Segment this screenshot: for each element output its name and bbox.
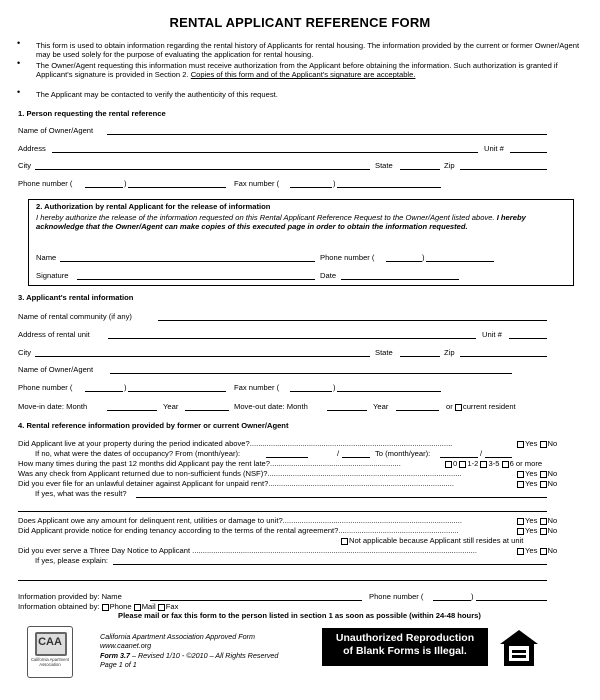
zip-field[interactable]	[460, 169, 547, 170]
current-resident-option[interactable]: or current resident	[446, 402, 516, 411]
date-field[interactable]	[341, 279, 459, 280]
to-date-label: To (month/year):	[375, 449, 431, 458]
mail-fax-instruction: Please mail or fax this form to the person listed in section 1 as soon as possible (within 24-48 hours)	[118, 611, 481, 620]
slash: /	[337, 449, 340, 458]
checkbox-icon[interactable]	[540, 518, 547, 525]
obtained-by-row: Information obtained by: Phone Mail Fax	[18, 602, 179, 611]
yes-no-options[interactable]: Yes No	[517, 479, 557, 488]
rental-phone-field[interactable]	[128, 391, 226, 392]
rental-unit-field[interactable]	[509, 338, 547, 339]
question-unlawful-detainer: Did you ever file for an unlawful detainer against Applicant for unpaid rent?........................................................................................	[18, 479, 454, 488]
rental-city-field[interactable]	[35, 356, 370, 357]
equal-housing-icon	[498, 628, 540, 668]
provided-by-label: Information provided by: Name	[18, 592, 122, 601]
rental-phone-area-field[interactable]	[85, 391, 123, 392]
rental-address-label: Address of rental unit	[18, 330, 90, 339]
unit-field[interactable]	[510, 152, 547, 153]
zip-label: Zip	[444, 161, 455, 170]
movein-year-label: Year	[163, 402, 179, 411]
checkbox-icon[interactable]	[502, 461, 509, 468]
city-field[interactable]	[35, 169, 370, 170]
unit-label: Unit #	[484, 144, 504, 153]
checkbox-icon[interactable]	[540, 481, 547, 488]
org-url: www.caanet.org	[100, 641, 152, 651]
checkbox-icon[interactable]	[517, 441, 524, 448]
explain-field-line-2[interactable]	[18, 580, 547, 581]
slash: /	[480, 449, 483, 458]
rental-owner-label: Name of Owner/Agent	[18, 365, 94, 374]
checkbox-icon[interactable]	[540, 548, 547, 555]
from-month-field[interactable]	[266, 457, 308, 458]
rental-state-field[interactable]	[400, 356, 440, 357]
phone-field[interactable]	[128, 187, 226, 188]
option-fax[interactable]: Fax	[165, 602, 179, 611]
checkbox-icon[interactable]	[517, 481, 524, 488]
checkbox-icon[interactable]	[517, 518, 524, 525]
yes-no-options[interactable]: Yes No	[517, 516, 557, 525]
applicant-name-field[interactable]	[60, 261, 315, 262]
rental-address-field[interactable]	[108, 338, 476, 339]
date-label: Date	[320, 271, 337, 280]
fax-field[interactable]	[337, 187, 441, 188]
yes-no-options[interactable]: Yes No	[517, 439, 557, 448]
checkbox-icon[interactable]	[134, 604, 141, 611]
org-name: California Apartment Association Approved Form	[100, 632, 255, 641]
bullet-icon: •	[17, 87, 21, 97]
bullet-icon: •	[17, 38, 21, 48]
rental-zip-field[interactable]	[460, 356, 547, 357]
rental-zip-label: Zip	[444, 348, 455, 357]
rental-fax-field[interactable]	[337, 391, 441, 392]
question-three-day-notice: Did you ever serve a Three Day Notice to Applicant .......................................................................................................................................	[18, 546, 478, 555]
result-field[interactable]	[136, 497, 547, 498]
form-revision: Form 3.7 – Revised 1/10 - ©2010 – All Rights Reserved	[100, 650, 279, 660]
movein-month-field[interactable]	[107, 410, 157, 411]
movein-label: Move-in date: Month	[18, 402, 88, 411]
question-provided-notice: Did Applicant provide notice for ending tenancy according to the terms of the rental agreement?.........................................................	[18, 526, 459, 535]
intro-paragraph-2: The Owner/Agent requesting this information must receive authorization from the Applicant before obtaining the information. Such authorization is granted if Applicant's signature is provided in Section 2. Copies of this form and of the Applicant's signature are acceptable.	[36, 61, 558, 80]
phone-label: Phone number (	[18, 179, 73, 188]
checkbox-icon[interactable]	[517, 471, 524, 478]
checkbox-icon[interactable]	[459, 461, 466, 468]
yes-no-options[interactable]: Yes No	[517, 469, 557, 478]
checkbox-icon[interactable]	[517, 528, 524, 535]
city-label: City	[18, 161, 32, 170]
section-1-heading: 1. Person requesting the rental reference	[18, 109, 166, 118]
state-label: State	[375, 161, 393, 170]
community-label: Name of rental community (if any)	[18, 312, 132, 321]
rental-fax-area-field[interactable]	[290, 391, 332, 392]
provided-by-name-field[interactable]	[150, 600, 362, 601]
state-field[interactable]	[400, 169, 440, 170]
rental-city-label: City	[18, 348, 32, 357]
option-phone[interactable]: Phone	[109, 602, 132, 611]
checkbox-icon[interactable]	[102, 604, 109, 611]
explain-label: If yes, please explain:	[35, 556, 109, 565]
section-2-heading: 2. Authorization by rental Applicant for the release of information	[36, 202, 271, 211]
form-title: RENTAL APPLICANT REFERENCE FORM	[169, 15, 431, 30]
intro-paragraph-1: This form is used to obtain information regarding the rental history of Applicants for rental housing. The information provided by the current or former Owner/Agent may be used solely for the purpose of evaluating the application for rental housing.	[36, 41, 580, 60]
applicant-phone-area-field[interactable]	[386, 261, 422, 262]
reproduction-warning: Unauthorized Reproduction of Blank Forms is Illegal.	[322, 628, 488, 666]
movein-year-field[interactable]	[185, 410, 229, 411]
moveout-month-field[interactable]	[327, 410, 367, 411]
signature-label: Signature	[36, 271, 69, 280]
provided-by-phone-field[interactable]	[476, 600, 547, 601]
caa-logo-text: CAA	[38, 636, 62, 648]
question-late-rent: How many times during the past 12 months did Applicant pay the rent late?..............................................................	[18, 459, 401, 468]
to-year-field[interactable]	[485, 457, 512, 458]
late-count-options[interactable]: 0 1-2 3-5 6 or more	[445, 459, 542, 468]
rental-fax-label: Fax number (	[234, 383, 280, 392]
question-nsf-check: Was any check from Applicant returned due to non-sufficient funds (NSF)?............................................................................................	[18, 469, 462, 478]
owner-name-field[interactable]	[107, 134, 547, 135]
caa-logo	[27, 626, 73, 678]
checkbox-icon[interactable]	[158, 604, 165, 611]
question-lived-at-property: Did Applicant live at your property during the period indicated above?................................................................................................	[18, 439, 453, 448]
checkbox-icon[interactable]	[480, 461, 487, 468]
section-4-heading: 4. Rental reference information provided by former or current Owner/Agent	[18, 421, 289, 430]
applicant-phone-field[interactable]	[426, 261, 494, 262]
explain-field[interactable]	[113, 564, 547, 565]
paren-close: )	[422, 253, 425, 262]
checkbox-icon[interactable]	[540, 471, 547, 478]
bullet-icon: •	[17, 58, 21, 68]
address-field[interactable]	[52, 152, 478, 153]
checkbox-icon[interactable]	[445, 461, 452, 468]
authorization-text: I hereby authorize the release of the information requested on this Rental Applicant Reference Request to the Owner/Agent listed above. I hereby acknowledge that the Owner/Agent can make copies of this executed page in order to obtain the information requested.	[36, 213, 526, 232]
option-mail[interactable]: Mail	[141, 602, 156, 611]
occupancy-dates-label: If no, what were the dates of occupancy? From (month/year):	[35, 449, 241, 458]
from-year-field[interactable]	[342, 457, 370, 458]
checkbox-icon[interactable]	[517, 548, 524, 555]
result-field-line-2[interactable]	[18, 511, 547, 512]
to-month-field[interactable]	[440, 457, 478, 458]
owner-name-label: Name of Owner/Agent	[18, 126, 94, 135]
fax-label: Fax number (	[234, 179, 280, 188]
intro-paragraph-3: The Applicant may be contacted to verify the authenticity of this request.	[36, 90, 278, 99]
applicant-phone-label: Phone number (	[320, 253, 375, 262]
yes-no-options[interactable]: Yes No	[517, 526, 557, 535]
phone-area-field[interactable]	[85, 187, 123, 188]
rental-unit-label: Unit #	[482, 330, 502, 339]
paren-close: )	[124, 383, 127, 392]
footer-info	[100, 632, 278, 669]
checkbox-icon[interactable]	[341, 538, 348, 545]
applicant-name-label: Name	[36, 253, 57, 262]
not-applicable-option[interactable]: Not applicable because Applicant still resides at unit	[341, 536, 523, 545]
result-label: If yes, what was the result?	[35, 489, 127, 498]
address-label: Address	[18, 144, 46, 153]
signature-field[interactable]	[77, 279, 315, 280]
provided-by-phone-label: Phone number (	[369, 592, 424, 601]
community-field[interactable]	[158, 320, 547, 321]
rental-phone-label: Phone number (	[18, 383, 73, 392]
rental-owner-field[interactable]	[110, 373, 512, 374]
moveout-year-field[interactable]	[396, 410, 439, 411]
paren-close: )	[124, 179, 127, 188]
provided-by-phone-area-field[interactable]	[433, 600, 471, 601]
paren-close: )	[333, 179, 336, 188]
section-3-heading: 3. Applicant's rental information	[18, 293, 134, 302]
caa-logo-subtitle: California Apartment Association	[31, 657, 69, 667]
paren-close: )	[471, 592, 474, 601]
fax-area-field[interactable]	[290, 187, 332, 188]
page-number: Page 1 of 1	[100, 659, 137, 669]
question-owes-amount: Does Applicant owe any amount for delinquent rent, utilities or damage to unit?.....................................................................................	[18, 516, 463, 525]
checkbox-icon[interactable]	[455, 404, 462, 411]
rental-state-label: State	[375, 348, 393, 357]
checkbox-icon[interactable]	[540, 528, 547, 535]
moveout-year-label: Year	[373, 402, 389, 411]
moveout-label: Move-out date: Month	[234, 402, 308, 411]
checkbox-icon[interactable]	[540, 441, 547, 448]
yes-no-options[interactable]: Yes No	[517, 546, 557, 555]
paren-close: )	[333, 383, 336, 392]
